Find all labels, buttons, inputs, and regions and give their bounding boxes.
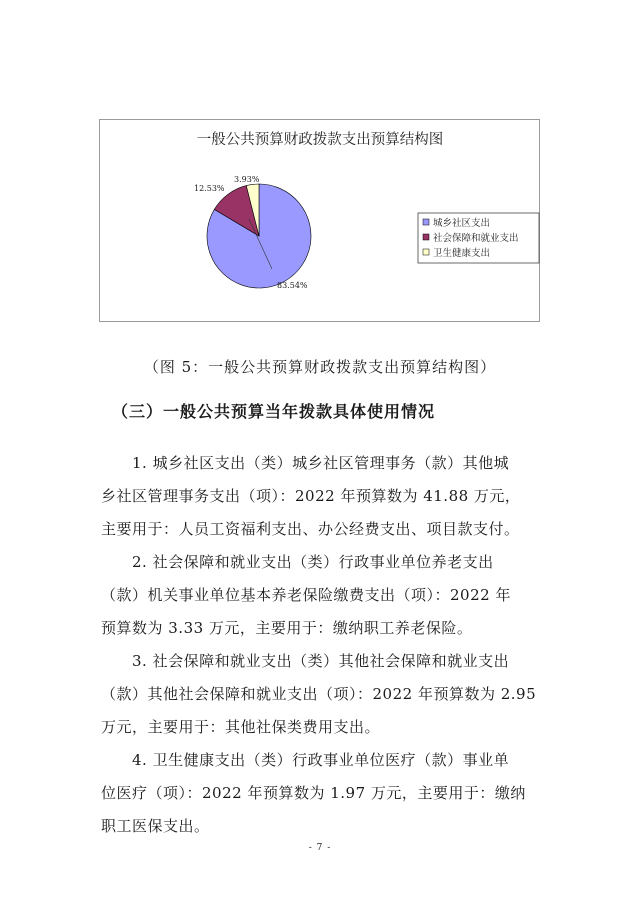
paragraph-2-line-3: 预算数为 3.33 万元，主要用于：缴纳职工养老保险。 (101, 619, 473, 637)
chart-title: 一般公共预算财政拨款支出预算结构图 (196, 132, 444, 148)
pie-chart-svg (100, 120, 541, 323)
paragraph-3-line-2: （款）其他社会保障和就业支出（项）：2022 年预算数为 2.95 (101, 685, 537, 703)
paragraph-4-line-1: 4. 卫生健康支出（类）行政事业单位医疗（款）事业单 (132, 751, 510, 769)
data-label-social-security: 12.53% (194, 184, 225, 193)
paragraph-1-line-2: 乡社区管理事务支出（项）：2022 年预算数为 41.88 万元， (101, 487, 521, 505)
paragraph-2-line-1: 2. 社会保障和就业支出（类）行政事业单位养老支出 (132, 553, 494, 571)
page-number: - 7 - (308, 843, 332, 853)
paragraph-1-line-3: 主要用于：人员工资福利支出、办公经费支出、项目款支付。 (101, 520, 520, 538)
paragraph-1-line-1: 1. 城乡社区支出（类）城乡社区管理事务（款）其他城 (132, 454, 510, 472)
legend-swatch-social-security (423, 234, 429, 240)
legend-label-health: 卫生健康支出 (433, 248, 491, 259)
data-label-health: 3.93% (234, 175, 260, 184)
paragraph-2-line-2: （款）机关事业单位基本养老保险缴费支出（项）：2022 年 (101, 586, 511, 604)
paragraph-3-line-1: 3. 社会保障和就业支出（类）其他社会保障和就业支出 (132, 652, 510, 670)
legend-label-social-security: 社会保障和就业支出 (433, 233, 519, 244)
data-label-city-community: 83.54% (277, 281, 308, 290)
legend-swatch-city-community (423, 219, 429, 225)
legend-label-city-community: 城乡社区支出 (433, 218, 491, 229)
pie-chart (99, 119, 540, 322)
section-heading: （三）一般公共预算当年拨款具体使用情况 (112, 402, 436, 421)
legend-swatch-health (423, 249, 429, 255)
figure-caption: （图 5：一般公共预算财政拨款支出预算结构图） (143, 358, 497, 376)
legend (418, 213, 539, 263)
paragraph-4-line-2: 位医疗（项）：2022 年预算数为 1.97 万元，主要用于：缴纳 (101, 784, 526, 802)
paragraph-3-line-3: 万元，主要用于：其他社保类费用支出。 (101, 718, 381, 736)
paragraph-4-line-3: 职工医保支出。 (101, 817, 210, 835)
